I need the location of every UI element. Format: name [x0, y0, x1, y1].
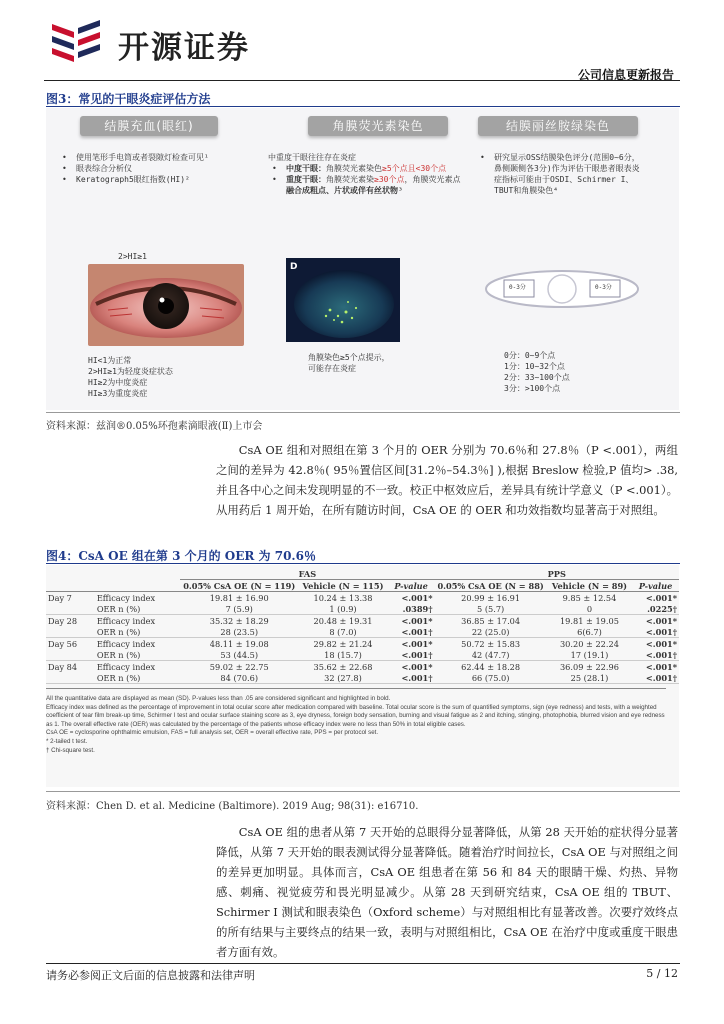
- col2-text: [268, 152, 468, 196]
- table-cell: OER n (%): [96, 649, 141, 660]
- table-cell: 53 (44.5): [220, 649, 259, 660]
- table-cell: 19.81 ± 19.05: [559, 615, 619, 626]
- col1-note: HI<1为正常: [88, 356, 132, 365]
- table-body: [46, 592, 679, 684]
- col-header: P-value: [394, 580, 428, 591]
- group-header-fas: FAS: [180, 568, 434, 580]
- table-cell: <.001†: [645, 649, 677, 660]
- table-cell: <.001†: [645, 672, 677, 683]
- col2-moderate-label: 中度干眼：: [286, 164, 326, 173]
- efficacy-table: [46, 568, 679, 684]
- table-cell: <.001*: [401, 592, 433, 603]
- table-cell: 35.32 ± 18.29: [209, 615, 269, 626]
- col1-note: HI≥2为中度炎症: [88, 378, 148, 387]
- table-cell: 10.24 ± 13.38: [313, 592, 373, 603]
- oss-zone-label-right: 0-3分: [595, 284, 612, 291]
- efficacy-table-wrap: [46, 568, 679, 755]
- col2-moderate-threshold: ≥5个点且<30个点: [382, 164, 447, 173]
- table-cell: <.001†: [645, 626, 677, 637]
- table-cell: 18 (15.7): [324, 649, 362, 660]
- col1-notes: [88, 355, 258, 399]
- col3-note: 2分：33~100个点: [504, 373, 570, 382]
- table-row: [46, 672, 679, 684]
- table-cell: Day 28: [48, 615, 78, 626]
- table-row: [46, 661, 679, 673]
- table-cell: <.001*: [401, 615, 433, 626]
- table-cell: 62.44 ± 18.28: [461, 661, 521, 672]
- col3-bullets: [476, 152, 644, 196]
- table-row: [46, 649, 679, 661]
- brand-logo-mark-icon: [44, 18, 116, 68]
- table-cell: .0389†: [402, 603, 433, 614]
- col3-notes: [504, 350, 644, 394]
- col3-note: 1分：10~32个点: [504, 362, 565, 371]
- table-cell: OER n (%): [96, 672, 141, 683]
- col1-bullets: [58, 152, 238, 185]
- group-header-pps: PPS: [435, 568, 679, 580]
- table-row: [46, 638, 679, 650]
- col2-severe-bold: 融合成粗点、片状或伴有丝状物: [286, 186, 398, 195]
- table-cell: [46, 626, 95, 638]
- table-note: * 2-tailed t test.: [46, 737, 88, 745]
- table-cell: Efficacy index: [96, 615, 156, 626]
- col2-severe-threshold: ≥30个点: [374, 175, 405, 184]
- figure3-title: 图3：常见的干眼炎症评估方法: [46, 92, 211, 106]
- table-cell: <.001†: [401, 649, 433, 660]
- figure4-title: 图4：CsA OE 组在第 3 个月的 OER 为 70.6％: [46, 549, 316, 563]
- report-type: 公司信息更新报告: [577, 68, 674, 82]
- col2-note: 角膜染色≥5个点提示，: [308, 353, 390, 362]
- table-cell: <.001†: [401, 626, 433, 637]
- page-number: 5 / 12: [646, 967, 678, 980]
- table-cell: 7 (5.9): [225, 603, 253, 614]
- table-cell: [46, 672, 95, 684]
- table-cell: 36.85 ± 17.04: [461, 615, 521, 626]
- table-cell: 59.02 ± 22.75: [209, 661, 269, 672]
- table-cell: 1 (0.9): [329, 603, 357, 614]
- col1-note: HI≥3为重度炎症: [88, 389, 148, 398]
- table-cell: Day 84: [48, 661, 78, 672]
- figure3-title-rule: [46, 106, 680, 107]
- table-cell: 22 (25.0): [471, 626, 510, 637]
- col2-intro: 中重度干眼往往存在炎症: [268, 153, 356, 162]
- table-row: [46, 626, 679, 638]
- table-cell: <.001†: [401, 672, 433, 683]
- red-eye-photo: [88, 264, 244, 346]
- table-cell: <.001*: [401, 661, 433, 672]
- table-cell: Day 56: [48, 638, 78, 649]
- table-cell: 8 (7.0): [329, 626, 357, 637]
- col-header: P-value: [638, 580, 673, 591]
- col2-bullet-severe: [278, 174, 468, 196]
- col2-severe-text: 角膜荧光素染: [326, 175, 374, 184]
- fluorescein-photo-label: D: [290, 262, 298, 272]
- table-cell: 50.72 ± 15.83: [461, 638, 521, 649]
- table-cell: 35.62 ± 22.68: [313, 661, 373, 672]
- body-paragraph-1: CsA OE 组和对照组在第 3 个月的 OER 分别为 70.6％和 27.8％（P <.001），两组之间的差异为 42.8％( 95％置信区间[31.2％–54.3％] ),根据 Breslow 检验,P 值均> .38,并且各中心之间未发现明显的不一致。校正中枢效应后，差异具有统计学意义（P <.001）。从用药后 1 周开始，在所有随访时间，CsA OE 的 OER 和功效指数均显著高于对照组。: [216, 443, 678, 517]
- footer-disclaimer: 请务必参阅正文后面的信息披露和法律声明: [46, 969, 255, 982]
- col2-severe-ref: ³: [398, 186, 403, 195]
- table-cell: 19.81 ± 16.90: [209, 592, 269, 603]
- table-header-row: [46, 580, 679, 592]
- col1-bullet: • 眼表综合分析仪: [68, 163, 238, 174]
- table-cell: .0225†: [647, 603, 677, 614]
- col-header: 0.05% CsA OE (N = 88): [437, 580, 544, 591]
- col2-severe-post: ，角膜荧光素点: [404, 175, 461, 184]
- table-group-header-row: [46, 568, 679, 580]
- col2-bullet-moderate: [278, 163, 468, 174]
- col2-severe-label: 重度干眼：: [286, 175, 326, 184]
- table-notes: [46, 688, 666, 755]
- col-header: 0.05% CsA OE (N = 119): [183, 580, 296, 591]
- brand-logo: [44, 18, 116, 68]
- col1-note: 2>HI≥1为轻度炎症状态: [88, 367, 173, 376]
- col2-notes: [308, 352, 428, 374]
- body-paragraph-2: CsA OE 组的患者从第 7 天开始的总眼得分显著降低，从第 28 天开始的症状得分显著降低，从第 7 天开始的眼表测试得分显著降低。随着治疗时间拉长，CsA OE 与对照组之间的差异更加明显。具体而言，CsA OE 组患者在第 56 和 84 天的眼睛干燥、灼热、异物感、刺痛、视觉疲劳和畏光明显减少。从第 28 天到研究结束，CsA OE 组的 TBUT、Schirmer I 测试和眼表染色（Oxford scheme）与对照组相比有显著改善。次要疗效终点的所有结果与主要终点的结果一致，表明与对照组相比，CsA OE 在治疗中度或重度干眼患者方面有效。: [216, 825, 678, 959]
- table-cell: <.001*: [645, 615, 677, 626]
- figure4-title-rule: [46, 563, 680, 564]
- table-cell: 36.09 ± 22.96: [559, 661, 619, 672]
- table-cell: Efficacy index: [96, 661, 156, 672]
- table-cell: 6(6.7): [577, 626, 602, 637]
- col3-note: 0分：0~9个点: [504, 351, 556, 360]
- table-cell: Efficacy index: [96, 638, 156, 649]
- col1-image-label: 2>HI≥1: [118, 252, 147, 261]
- col1-bullet: • Keratograph5眼红指数(HI)²: [68, 174, 238, 185]
- col3-bullet: • 研究显示OSS结膜染色评分(范围0~6分，鼻侧颞侧各3分)作为评估干眼患者眼表炎症指标可能由于OSDI、Schirmer I、TBUT和角膜染色⁴: [486, 152, 644, 196]
- header-divider: [44, 80, 680, 81]
- table-cell: 66 (75.0): [471, 672, 510, 683]
- table-cell: 5 (5.7): [477, 603, 505, 614]
- oss-staining-diagram: [482, 268, 642, 310]
- table-cell: 42 (47.7): [471, 649, 510, 660]
- col2-moderate-text: 角膜荧光素染色: [326, 164, 382, 173]
- table-cell: 48.11 ± 19.08: [209, 638, 269, 649]
- table-cell: 0: [586, 603, 593, 614]
- oss-zone-label-left: 0-3分: [509, 284, 526, 291]
- fluorescein-staining-photo: [286, 258, 400, 342]
- table-cell: 84 (70.6): [220, 672, 259, 683]
- figure3-bottom-rule: [46, 412, 680, 413]
- table-cell: <.001*: [401, 638, 433, 649]
- figure4-source: 资料来源：Chen D. et al. Medicine (Baltimore). 2019 Aug; 98(31): e16710.: [46, 801, 419, 812]
- table-row: [46, 615, 679, 627]
- pill-lissamine-green: 结膜丽丝胺绿染色: [478, 116, 638, 136]
- table-cell: 20.48 ± 19.31: [313, 615, 373, 626]
- table-cell: 17 (19.1): [570, 649, 609, 660]
- table-row: [46, 603, 679, 615]
- table-cell: 32 (27.8): [324, 672, 362, 683]
- table-cell: [46, 649, 95, 661]
- col3-note: 3分：>100个点: [504, 384, 561, 393]
- table-note: † Chi-square test.: [46, 746, 95, 754]
- pill-conjunctival-hyperemia: 结膜充血(眼红): [80, 116, 218, 136]
- table-note: Efficacy index was defined as the percentage of improvement in total ocular score after medication compared with baseline. Total ocular score is the sum of quantified symptoms, sign (eye redness) and tests, with a weighted coefficient of tear film break-up time, Schirmer I test and ocular surface staining score as 3, eye dryness, foreign body sensation, burning and visual fatigue as 2 and itching, stinging, photophobia, blurred vision and eye redness as 1. The overall effective rate (OER) was calculated by the percentage of the patients whose efficacy index were no less than 50% in total eligible cases.: [46, 703, 665, 728]
- table-cell: <.001*: [645, 661, 677, 672]
- figure4-bottom-rule: [46, 791, 680, 792]
- table-cell: [46, 603, 95, 615]
- table-cell: Efficacy index: [96, 592, 156, 603]
- table-cell: 29.82 ± 21.24: [313, 638, 373, 649]
- pill-corneal-fluorescein: 角膜荧光素染色: [308, 116, 448, 136]
- col1-bullet: • 使用笔形手电筒或者裂隙灯检查可见¹: [68, 152, 238, 163]
- table-cell: 9.85 ± 12.54: [562, 592, 617, 603]
- table-note: CsA OE = cyclosporine ophthalmic emulsion, FAS = full analysis set, OER = overall effective rate, PPS = per protocol set.: [46, 729, 379, 737]
- footer-divider: [46, 963, 680, 964]
- table-cell: Day 7: [48, 592, 72, 603]
- table-cell: OER n (%): [96, 603, 141, 614]
- table-cell: 30.20 ± 22.24: [559, 638, 619, 649]
- table-cell: <.001*: [645, 638, 677, 649]
- table-row: [46, 592, 679, 604]
- col-header: Vehicle (N = 115): [302, 580, 384, 591]
- table-cell: OER n (%): [96, 626, 141, 637]
- col-header: Vehicle (N = 89): [551, 580, 628, 591]
- col2-note: 可能存在炎症: [308, 364, 356, 373]
- brand-name: 开源证券: [118, 30, 250, 66]
- table-note: All the quantitative data are displayed as mean (SD). P-values less than .05 are considered significant and highlighted in bold.: [46, 695, 391, 702]
- table-cell: <.001*: [645, 592, 677, 603]
- table-cell: 28 (23.5): [220, 626, 259, 637]
- table-cell: 25 (28.1): [570, 672, 609, 683]
- figure3-source: 资料来源：兹润®0.05%环孢素滴眼液(Ⅱ)上市会: [46, 421, 263, 432]
- table-cell: 20.99 ± 16.91: [461, 592, 521, 603]
